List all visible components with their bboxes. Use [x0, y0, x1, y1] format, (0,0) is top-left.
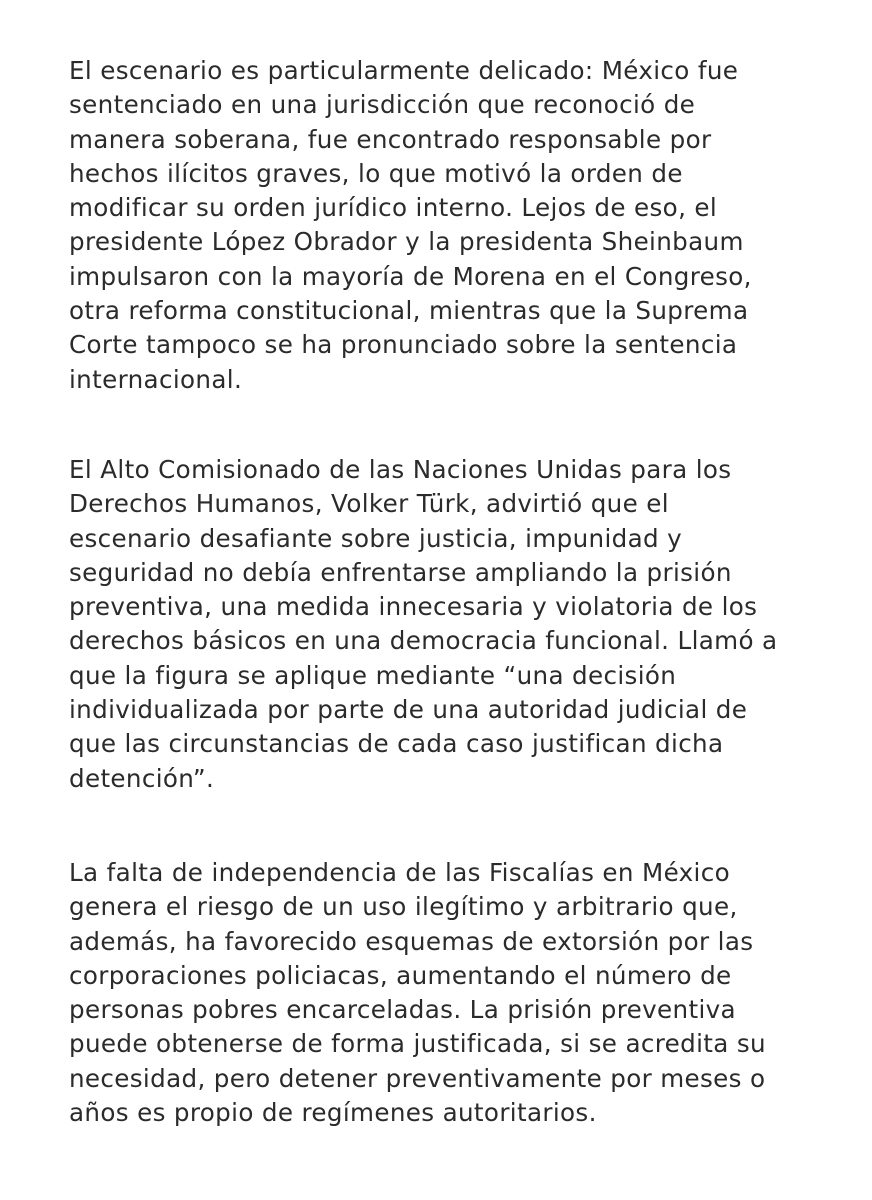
paragraph-1: El escenario es particularmente delicado: México fue sentenciado en una jurisdicción que reconoció de manera soberana, fue encontrado responsable por hechos ilícitos graves, lo que motivó la orden de modificar su orden jurídico interno. Lejos de eso, el presidente López Obrador y la presidenta Sheinbaum impulsaron con la mayoría de Morena en el Congreso, otra reforma constitucional, mientras que la Suprema Corte tampoco se ha pronunciado sobre la sentencia internacional.	[69, 56, 752, 394]
paragraph-3: La falta de independencia de las Fiscalías en México genera el riesgo de un uso ilegítimo y arbitrario que, además, ha favorecido esquemas de extorsión por las corporaciones policiacas, aumentando el número de personas pobres encarceladas. La prisión preventiva puede obtenerse de forma justificada, si se acredita su necesidad, pero detener preventivamente por meses o años es propio de regímenes autoritarios.	[69, 858, 766, 1128]
cut-off-next-line	[69, 1188, 589, 1200]
paragraph-2: El Alto Comisionado de las Naciones Unidas para los Derechos Humanos, Volker Türk, advirtió que el escenario desafiante sobre justicia, impunidad y seguridad no debía enfrentarse ampliando la prisión preventiva, una medida innecesaria y violatoria de los derechos básicos en una democracia funcional. Llamó a que la figura se aplique mediante “una decisión individualizada por parte de una autoridad judicial de que las circunstancias de cada caso justifican dicha detención”.	[69, 455, 778, 793]
